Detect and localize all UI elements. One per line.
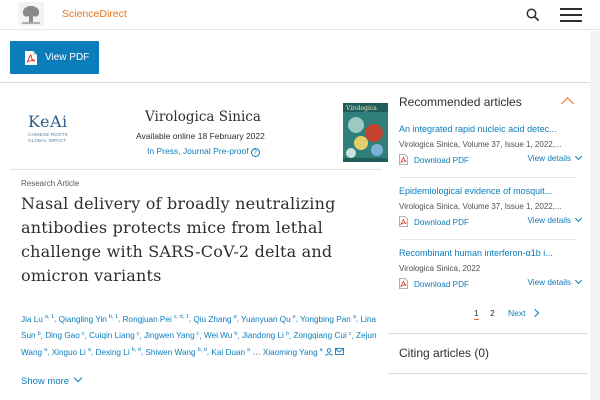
view-details-label: View details	[527, 154, 571, 163]
author-link[interactable]	[123, 315, 189, 324]
author-affiliation-marker: c, d, 1	[173, 314, 189, 320]
author-affiliation-marker: b, 1	[108, 314, 119, 320]
recommended-article-source: Virologica Sinica, 2022	[399, 264, 481, 273]
author-link[interactable]	[96, 348, 141, 357]
next-page-button[interactable]	[508, 308, 538, 318]
author-link[interactable]	[52, 348, 91, 357]
article-toolbar	[0, 31, 600, 83]
download-pdf-link[interactable]	[399, 154, 469, 165]
author-link[interactable]	[211, 348, 250, 357]
author-affiliation-marker: c	[348, 330, 352, 337]
chevron-down-icon	[575, 153, 582, 160]
download-pdf-label: Download PDF	[414, 156, 470, 165]
author-link[interactable]	[263, 348, 323, 357]
site-header	[0, 0, 600, 30]
author-name: Ding Gao	[45, 331, 80, 341]
author-name: Qiangling Yin	[58, 314, 107, 324]
keai-logo-tagline-1: CHINESE ROOTS	[28, 132, 68, 137]
author-ellipsis: …	[252, 348, 261, 358]
author-name: Cuiqin Liang	[89, 331, 135, 341]
cover-title: Virologica	[346, 105, 377, 112]
sidebar	[388, 84, 600, 400]
author-affiliation-marker: a	[319, 347, 323, 354]
divider	[399, 239, 577, 240]
divider	[388, 373, 588, 374]
citing-articles-heading[interactable]: Citing articles (0)	[399, 346, 490, 360]
view-pdf-label: View PDF	[45, 52, 90, 63]
pdf-icon	[399, 216, 408, 227]
article-main	[0, 84, 385, 400]
author-link[interactable]	[241, 315, 296, 324]
author-name: Xiaoming Yang	[262, 348, 318, 358]
download-pdf-link[interactable]	[399, 278, 469, 289]
author-name: Zejun Wang	[21, 331, 377, 358]
download-pdf-label: Download PDF	[414, 280, 470, 289]
author-affiliation-marker: b	[234, 330, 238, 337]
page-1-link[interactable]: 1	[474, 308, 479, 318]
chevron-down-icon	[575, 215, 582, 222]
author-name: Jingwen Yang	[143, 331, 195, 341]
download-pdf-label: Download PDF	[414, 218, 470, 227]
recommended-article-source: Virologica Sinica, Volume 37, Issue 1, 2022,...	[399, 140, 562, 149]
divider	[399, 177, 577, 178]
author-affiliation-marker: b, d	[131, 347, 141, 354]
search-icon[interactable]	[526, 8, 540, 22]
view-details-label: View details	[527, 278, 571, 287]
chevron-right-icon	[531, 309, 539, 317]
recommended-article-source: Virologica Sinica, Volume 37, Issue 1, 2022,...	[399, 202, 562, 211]
view-details-link[interactable]	[527, 278, 581, 287]
author-name: Zongqiang Cui	[293, 331, 347, 341]
author-link[interactable]	[144, 331, 199, 340]
author-name: Shiwen Wang	[145, 348, 196, 358]
pdf-icon	[24, 51, 37, 65]
author-link[interactable]	[293, 331, 351, 340]
chevron-down-icon	[74, 374, 82, 382]
available-online-date: Available online 18 February 2022	[136, 131, 265, 141]
author-link[interactable]	[45, 331, 84, 340]
author-link[interactable]	[204, 331, 237, 340]
show-more-label: Show more	[21, 376, 70, 387]
author-name: Jia Lu	[21, 314, 43, 324]
keai-logo-tagline-2: GLOBAL IMPACT	[28, 138, 67, 143]
keai-publisher-logo[interactable]	[28, 112, 88, 146]
author-link[interactable]	[89, 331, 139, 340]
view-details-label: View details	[527, 216, 571, 225]
author-affiliation-marker: c	[136, 330, 140, 337]
journal-status-text: In Press, Journal Pre-proof	[147, 146, 249, 156]
author-affiliation-marker: b, d	[197, 347, 207, 354]
author-name: Dexing Li	[95, 348, 130, 358]
journal-title[interactable]: Virologica Sinica	[145, 109, 261, 125]
view-details-link[interactable]	[527, 216, 581, 225]
recommended-article	[399, 248, 581, 292]
author-name: Rongjuan Pei	[122, 314, 172, 324]
author-name: Yongbing Pan	[300, 314, 351, 324]
author-name: Yuanyuan Qu	[241, 314, 291, 324]
recommended-articles-heading: Recommended articles	[399, 95, 522, 109]
author-affiliation-marker: b	[285, 330, 289, 337]
view-details-link[interactable]	[527, 154, 581, 163]
person-icon[interactable]	[323, 348, 333, 357]
author-affiliation-marker: a, 1	[44, 314, 55, 320]
author-link[interactable]	[193, 315, 236, 324]
recommended-article-title[interactable]: Epidemiological evidence of mosquit...	[399, 186, 553, 196]
pdf-icon	[399, 154, 408, 165]
author-affiliation-marker: a	[247, 347, 251, 354]
cover-artwork	[343, 103, 388, 162]
recommended-article-title[interactable]: Recombinant human interferon-α1b i...	[399, 248, 553, 258]
author-name: Jiandong Li	[241, 331, 284, 341]
chevron-down-icon	[575, 277, 582, 284]
author-link[interactable]	[300, 315, 356, 324]
author-name: Wei Wu	[203, 331, 233, 341]
keai-logo-text: KeAi	[28, 112, 68, 131]
author-name: Xinguo Li	[51, 348, 86, 358]
download-pdf-link[interactable]	[399, 216, 469, 227]
author-list: Jia Lu $^{a, 1}$, Qiangling Yin $^{b, 1}$, Rongjuan Pei $^{c, d, 1}$, Qiu Zhang $^a$, Yuanyuan Qu $^e$, Yongbing Pan $^a$, Lina Sun $^b$, Ding Gao $^c$, Cuiqin Liang $^c$, Jingwen Yang $^c$, Wei Wu $^b$, Jiandong Li $^b$, Zongqiang Cui $^c$, Zejun Wang $^a$, Xinguo Li $^a$, Dexing Li $^{b, d}$, Shiwen Wang $^{b, d}$, Kai Duan $^a$ … Xiaoming Yang $^a$	[21, 314, 377, 358]
show-more-button[interactable]	[21, 375, 81, 387]
author-affiliation-marker: e	[292, 314, 296, 320]
author-link[interactable]	[21, 315, 54, 324]
hamburger-menu-icon[interactable]	[560, 8, 582, 22]
author-link[interactable]	[59, 315, 118, 324]
author-affiliation-marker: c	[196, 330, 200, 337]
author-name: Lina Sun	[21, 314, 376, 341]
journal-status-link[interactable]	[147, 146, 260, 157]
recommended-article-title[interactable]: An integrated rapid nucleic acid detec...	[399, 124, 557, 134]
author-affiliation-marker: a	[352, 314, 356, 320]
brand-name[interactable]: ScienceDirect	[62, 8, 127, 20]
author-affiliation-marker: c	[81, 330, 85, 337]
author-affiliation-marker: b	[37, 330, 41, 337]
elsevier-tree-logo[interactable]	[18, 2, 44, 26]
help-icon[interactable]: ?	[251, 148, 260, 157]
author-affiliation-marker: a	[87, 347, 91, 354]
author-name: Qiu Zhang	[193, 314, 232, 324]
author-name: Kai Duan	[211, 348, 246, 358]
recommended-articles-panel	[388, 84, 588, 334]
article-title: Nasal delivery of broadly neutralizing antibodies protects mice from lethal challenge with SARS-CoV-2 delta and omicron variants	[21, 194, 336, 285]
chevron-up-icon[interactable]	[561, 97, 574, 110]
author-affiliation-marker: a	[44, 347, 48, 354]
publication-header	[10, 94, 382, 170]
author-affiliation-marker: a	[233, 314, 237, 320]
recommended-article	[399, 186, 581, 230]
pdf-icon	[399, 278, 408, 289]
view-pdf-button[interactable]	[10, 41, 99, 74]
author-link[interactable]	[145, 348, 206, 357]
journal-cover-image[interactable]	[343, 103, 388, 162]
page-2-link[interactable]: 2	[490, 308, 495, 318]
recommended-article	[399, 124, 581, 168]
email-icon[interactable]	[333, 348, 344, 357]
page-scrollbar-track[interactable]	[590, 31, 600, 400]
author-link[interactable]	[242, 331, 289, 340]
article-type: Research Article	[21, 179, 80, 188]
next-page-label: Next	[508, 308, 526, 318]
